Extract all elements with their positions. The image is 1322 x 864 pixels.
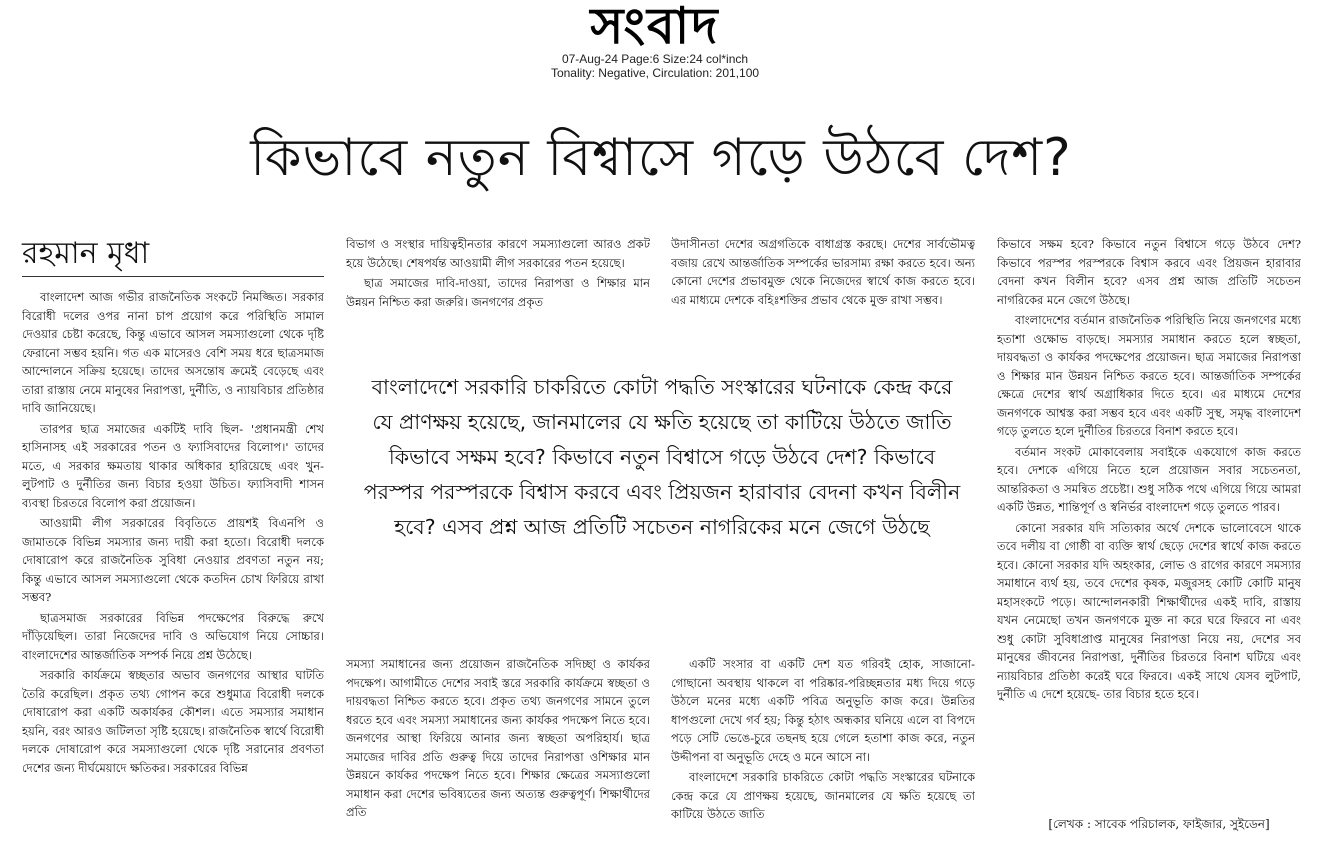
paragraph: উদাসীনতা দেশের অগ্রগতিকে বাধাগ্রস্ত করছে। দেশের সার্বভৌমত্ব বজায় রেখে আন্তর্জাতিক সম্পর্কের ভারসাম্য রক্ষা করতে হবে। অন্য কোনো দেশের প্রভাবমুক্ত থেকে নিজেদের স্বার্থে কাজ করতে হবে। এর মাধ্যমে দেশকে বহিঃশক্তির প্রভাব থেকে মুক্ত রাখা সম্ভব। (671, 237, 975, 307)
paragraph: বাংলাদেশ আজ গভীর রাজনৈতিক সংকটে নিমজ্জিত। সরকার বিরোধী দলের ওপর নানা চাপ প্রয়োগ করে পরিস্থিতি সামাল দেওয়ার চেষ্টা করেছে, কিন্তু এভাবে আসল সমস্যাগুলো থেকে দৃষ্টি ফেরানো সম্ভব হয়নি। গত এক মাসেরও বেশি সময় ধরে ছাত্রসমাজ আন্দোলনে সক্রিয় হয়েছে। তাদের অসন্তোষ ক্রমেই বেড়েছে এবং তারা রাস্তায় নেমে মানুষের নিরাপত্তা, দুর্নীতি, ও ন্যায়বিচার প্রতিষ্ঠার দাবি জানিয়েছে। (22, 290, 324, 415)
paragraph: বাংলাদেশের বর্তমান রাজনৈতিক পরিস্থিতি নিয়ে জনগণের মধ্যে হতাশা ওক্ষোভ বাড়ছে। সমস্যার সমাধান করতে হলে স্বচ্ছতা, দায়বদ্ধতা ও কার্যকর পদক্ষেপের প্রয়োজন। ছাত্র সমাজের নিরাপত্তা ও শিক্ষার মান উন্নয়ন নিশ্চিত করতে হবে। আন্তর্জাতিক সম্পর্কের ক্ষেত্রে দেশের স্বার্থ অগ্রাধিকার দিতে হবে। এর মাধ্যমে দেশের জনগণকে আশ্বস্ত করা সম্ভব হবে এবং একটি সুস্থ, সমৃদ্ধ বাংলাদেশ গড়ে তুলতে হলে দুর্নীতির চিরতরে বিনাশ করতে হবে। (997, 313, 1301, 438)
paragraph: সরকারি কার্যক্রমে স্বচ্ছতার অভাব জনগণের আস্থার ঘাটতি তৈরি করেছিল। প্রকৃত তথ্য গোপন করে শুধুমাত্র বিরোধী দলকে দোষারোপ করা একটি অকার্যকর কৌশল। এতে সমস্যার সমাধান হয়নি, বরং আরও জটিলতা সৃষ্টি হয়েছে। রাজনৈতিক স্বার্থে বিরোধী দলকে দোষারোপ করে সমস্যাগুলো থেকে দৃষ্টি সরানোর প্রবণতা দেশের জন্য দীর্ঘমেয়াদে ক্ষতিকর। সরকারের বিভিন্ন (22, 668, 324, 775)
newspaper-logo: সংবাদ (590, 0, 720, 55)
paragraph: বর্তমান সংকট মোকাবেলায় সবাইকে একযোগে কাজ করতে হবে। দেশকে এগিয়ে নিতে হলে প্রয়োজন সবার সচেতনতা, আন্তরিকতা ও সমন্বিত প্রচেষ্টা। শুধু সঠিক পথে এগিয়ে গিয়ে আমরা একটি উন্নত, শান্তিপূর্ণ ও স্বনির্ভর বাংলাদেশ গড়ে তুলতে পারব। (997, 444, 1301, 514)
paragraph: কিভাবে সক্ষম হবে? কিভাবে নতুন বিশ্বাসে গড়ে উঠবে দেশ? কিভাবে পরস্পর পরস্পরকে বিশ্বাস করবে এবং প্রিয়জন হারাবার বেদনা কখন বিলীন হবে? এসব প্রশ্ন আজ প্রতিটি সচেতন নাগরিকের মনে জেগে উঠছে। (997, 237, 1301, 307)
paragraph: ছাত্র সমাজের দাবি-দাওয়া, তাদের নিরাপত্তা ও শিক্ষার মান উন্নয়ন নিশ্চিত করা জরুরি। জনগণের প্রকৃত (346, 276, 650, 309)
paragraph: আওয়ামী লীগ সরকারের বিবৃতিতে প্রায়শই বিএনপি ও জামাতকে বিভিন্ন সমস্যার জন্য দায়ী করা হতো। বিরোধী দলকে দোষারোপ করে রাজনৈতিক সুবিধা নেওয়ার প্রবণতা নতুন নয়; কিন্তু এভাবে আসল সমস্যাগুলো থেকে কতদিন চোখ ফিরিয়ে রাখা সম্ভব? (22, 516, 324, 604)
article-byline: রহমান মৃধা (22, 236, 150, 271)
clipping-meta-line2: Tonality: Negative, Circulation: 201,100 (550, 66, 760, 80)
clipping-meta-line1: 07-Aug-24 Page:6 Size:24 col*inch (561, 52, 749, 66)
column-2-bottom (346, 655, 650, 845)
paragraph: বিভাগ ও সংস্থার দায়িত্বহীনতার কারণে সমস্যাগুলো আরও প্রকট হয়ে উঠেছে। শেষপর্যন্ত আওয়ামী লীগ সরকারের পতন হয়েছে। (346, 237, 650, 270)
byline-divider (22, 276, 324, 277)
paragraph: তারপর ছাত্র সমাজের একটিই দাবি ছিল- 'প্রধানমন্ত্রী শেখ হাসিনাসহ এই সরকারের পতন ও ফ্যাসিবাদের বিলোপ।' তাদের মতে, এ সরকার ক্ষমতায় থাকার অধিকার হারিয়েছে এবং খুন-লুটপাট ও দুর্নীতির জন্য বিচার হওয়া উচিত। ফ্যাসিবাদী শাসন ব্যবস্থা চিরতরে বিলোপ করা প্রয়োজন। (22, 421, 324, 510)
column-3-top (671, 235, 975, 335)
pull-quote: বাংলাদেশে সরকারি চাকরিতে কোটা পদ্ধতি সংস্কারের ঘটনাকে কেন্দ্র করে যে প্রাণক্ষয় হয়েছে, জানমালের যে ক্ষতি হয়েছে তা কাটিয়ে উঠতে জাতি কিভাবে সক্ষম হবে? কিভাবে নতুন বিশ্বাসে গড়ে উঠবে দেশ? কিভাবে পরস্পর পরস্পরকে বিশ্বাস করবে এবং প্রিয়জন হারাবার বেদনা কখন বিলীন হবে? এসব প্রশ্ন আজ প্রতিটি সচেতন নাগরিকের মনে জেগে উঠছে (363, 375, 961, 539)
column-4 (997, 235, 1301, 810)
masthead (490, 0, 820, 80)
paragraph: একটি সংসার বা একটি দেশ যত গরিবই হোক, সাজানো-গোছানো অবস্থায় থাকলে বা পরিষ্কার-পরিচ্ছন্নতার মধ্য দিয়ে গড়ে উঠলে মনের মধ্যে একটি পবিত্র অনুভূতি কাজ করে। উন্নতির ধাপগুলো দেখে গর্ব হয়; কিন্তু হঠাৎ অন্ধকার ঘনিয়ে এলে বা বিপদে পড়ে সেটি ভেঙে-চুরে তছনছ হয়ে গেলে হতাশা কাজ করে, নতুন উদ্দীপনা বা অনুভূতি দেহে ও মনে আসে না। (671, 657, 975, 764)
article-headline: কিভাবে নতুন বিশ্বাসে গড়ে উঠবে দেশ? (250, 128, 1072, 188)
column-2-top (346, 235, 650, 335)
column-1 (22, 288, 324, 840)
author-note: [লেখক : সাবেক পরিচালক, ফাইজার, সুইডেন] (1048, 817, 1270, 831)
column-3-bottom (671, 655, 975, 845)
paragraph: কোনো সরকার যদি সত্যিকার অর্থে দেশকে ভালোবেসে থাকে তবে দলীয় বা গোষ্ঠী বা ব্যক্তি স্বার্থ ছেড়ে দেশের স্বার্থে কাজ করতে হবে। কোনো সরকার যদি অহংকার, লোভ ও রাগের কারণে সমস্যার সমাধানে ব্যর্থ হয়, তবে দেশের কৃষক, মজুরসহ কোটি কোটি মানুষ মহাসংকটে পড়ে। আন্দোলনকারী শিক্ষার্থীদের একই দাবি, রাস্তায় যখন নেমেছো তখন জনগণকে মুক্ত না করে ঘরে ফিরবে না এবং শুধু কোটা সুবিধাপ্রাপ্ত মানুষের নিরাপত্তা নিয়ে নয়, দেশের সব মানুষের জীবনের নিরাপত্তা, দুর্নীতির চিরতরে বিনাশ ঘটিয়ে এবং ন্যায়বিচার প্রতিষ্ঠা করেই ঘরে ফিরবে। একই সাথে যেসব লুটপাট, দুর্নীতি এ দেশে হয়েছে- তার বিচার হতে হবে। (997, 520, 1301, 701)
paragraph: বাংলাদেশে সরকারি চাকরিতে কোটা পদ্ধতি সংস্কারের ঘটনাকে কেন্দ্র করে যে প্রাণক্ষয় হয়েছে, জানমালের যে ক্ষতি হয়েছে তা কাটিয়ে উঠতে জাতি (671, 770, 975, 821)
paragraph: সমস্যা সমাধানের জন্য প্রয়োজন রাজনৈতিক সদিচ্ছা ও কার্যকর পদক্ষেপ। আগামীতে দেশের সবাই স্তরে সরকারি কার্যক্রমে স্বচ্ছতা ও দায়বদ্ধতা নিশ্চিত করতে হবে। প্রকৃত তথ্য জনগণের সামনে তুলে ধরতে হবে এবং সমস্যা সমাধানের জন্য কার্যকর পদক্ষেপ নিতে হবে। জনগণের আস্থা ফিরিয়ে আনার জন্য স্বচ্ছতা অপরিহার্য। ছাত্র সমাজের দাবির প্রতি গুরুত্ব দিয়ে তাদের নিরাপত্তা ওশিক্ষার মান উন্নয়নে কার্যকর পদক্ষেপ নিতে হবে। শিক্ষার ক্ষেত্রের সমস্যাগুলো সমাধান করা দেশের ভবিষ্যতের জন্য অত্যন্ত গুরুত্বপূর্ণ। শিক্ষার্থীদের প্রতি (346, 657, 650, 819)
paragraph: ছাত্রসমাজ সরকারের বিভিন্ন পদক্ষেপের বিরুদ্ধে রুখে দাঁড়িয়েছিল। তারা নিজেদের দাবি ও অভিযোগ নিয়ে সোচ্চার। বাংলাদেশের আন্তর্জাতিক সম্পর্ক নিয়ে প্রশ্ন উঠেছে। (22, 610, 324, 662)
